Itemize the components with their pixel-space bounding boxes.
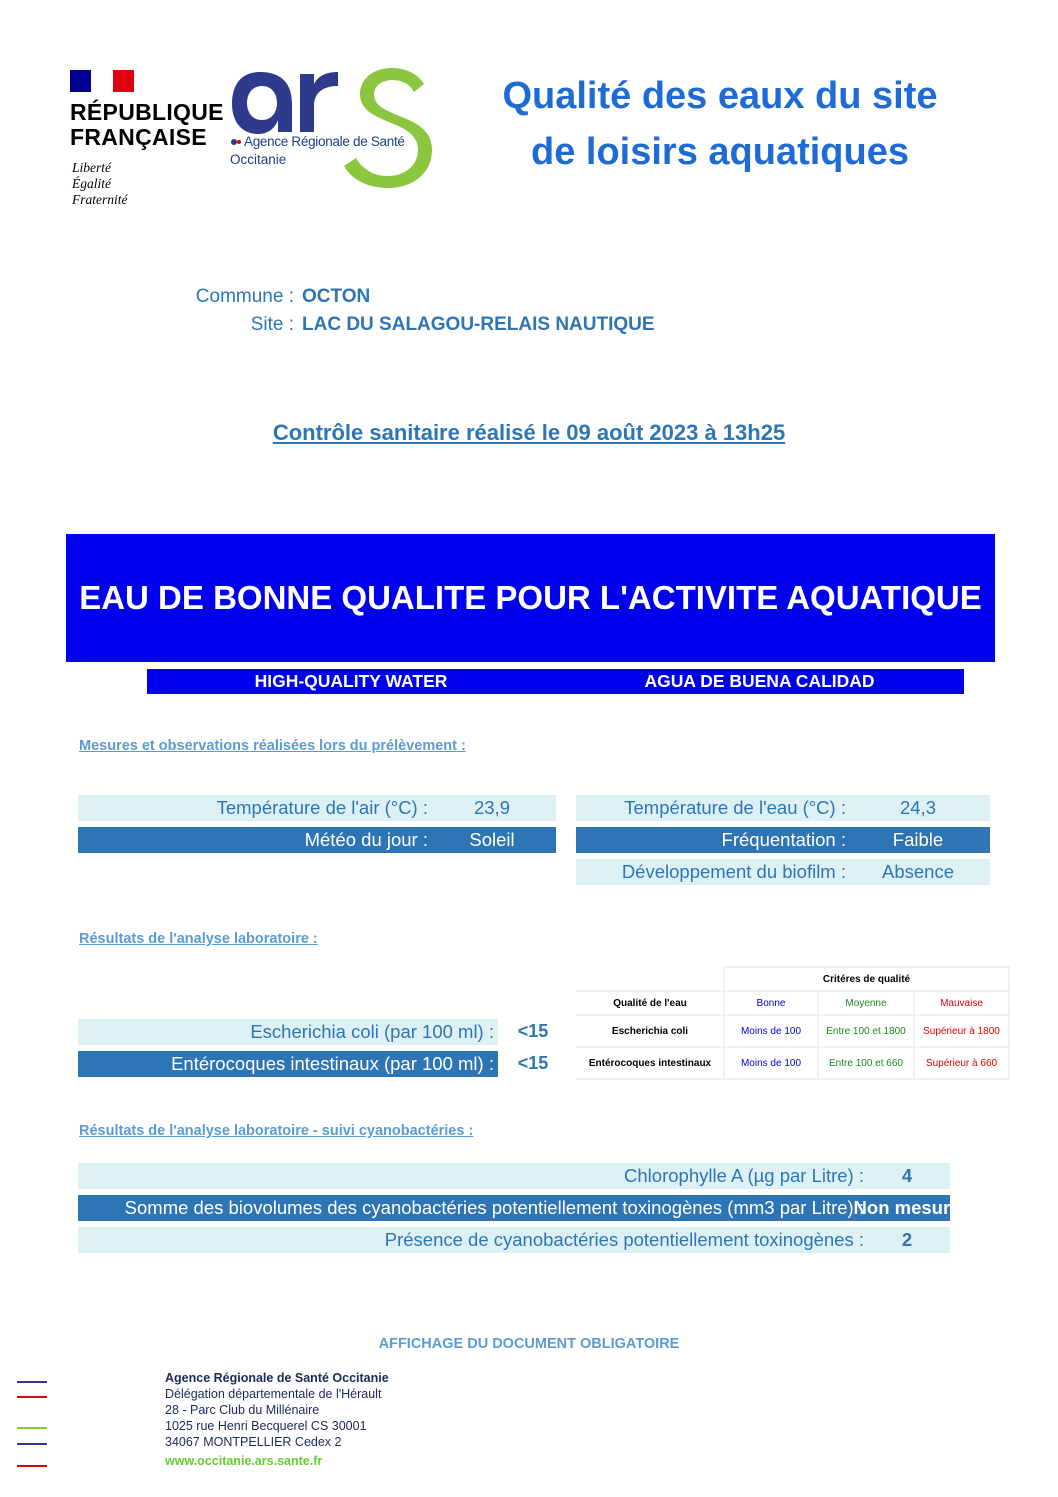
- commune-value: OCTON: [302, 286, 371, 307]
- enterococci-label: Entérocoques intestinaux (par 100 ml) :: [171, 1053, 494, 1074]
- criteria-ecoli-good: Moins de 100: [740, 1025, 802, 1037]
- cyano-presence-row: [78, 1227, 950, 1253]
- biovolume-row: [78, 1195, 961, 1221]
- criteria-enterococci-average: Entre 100 et 660: [829, 1057, 903, 1069]
- criteria-col-average: Moyenne: [845, 997, 887, 1009]
- verdict-spanish: AGUA DE BUENA CALIDAD: [644, 671, 875, 691]
- mandatory-display-notice: AFFICHAGE DU DOCUMENT OBLIGATOIRE: [378, 1336, 680, 1352]
- rf-motto-line1: Liberté: [72, 160, 111, 175]
- attendance-value: Faible: [892, 829, 944, 850]
- site-value: LAC DU SALAGOU-RELAIS NAUTIQUE: [302, 314, 655, 335]
- enterococci-row: [78, 1051, 498, 1077]
- criteria-col-good: Bonne: [756, 997, 786, 1009]
- water-temperature-label: Température de l'eau (°C) :: [624, 797, 846, 818]
- weather-label: Météo du jour :: [304, 829, 428, 850]
- cyano-presence-label: Présence de cyanobactéries potentiellement toxinogènes :: [384, 1229, 864, 1250]
- site-label: Site :: [250, 314, 294, 335]
- criteria-title: Critéres de qualité: [822, 973, 911, 985]
- attendance-row: [576, 827, 990, 853]
- water-temperature-value: 24,3: [899, 797, 936, 818]
- biofilm-value: Absence: [882, 861, 954, 882]
- air-temperature-row: [78, 795, 556, 821]
- ars-dots-icon: [231, 137, 241, 147]
- lab-heading: Résultats de l'analyse laboratoire :: [79, 931, 318, 947]
- footer-dash-icon: [17, 1427, 47, 1429]
- weather-row: [78, 827, 556, 853]
- criteria-enterococci-name: Entérocoques intestinaux: [588, 1057, 712, 1069]
- footer-dash-icon: [17, 1396, 47, 1398]
- ecoli-label: Escherichia coli (par 100 ml) :: [250, 1021, 494, 1042]
- footer-line1: Délégation départementale de l'Hérault: [165, 1387, 382, 1401]
- criteria-col-poor: Mauvaise: [940, 997, 983, 1009]
- document-title-line2: de loisirs aquatiques: [531, 131, 909, 173]
- chlorophyll-row: [78, 1163, 950, 1189]
- footer-website-link[interactable]: www.occitanie.ars.sante.fr: [165, 1454, 323, 1468]
- biovolume-label: Somme des biovolumes des cyanobactéries potentiellement toxinogènes (mm3 par Litre) :: [124, 1197, 864, 1218]
- rf-motto-line3: Fraternité: [72, 192, 128, 207]
- chlorophyll-label: Chlorophylle A (µg par Litre) :: [624, 1165, 864, 1186]
- ars-region: Occitanie: [230, 152, 287, 167]
- document-title: [470, 68, 970, 180]
- criteria-enterococci-good: Moins de 100: [740, 1057, 802, 1069]
- footer-dash-icon: [17, 1443, 47, 1445]
- cyano-presence-value: 2: [901, 1229, 913, 1250]
- footer-org: Agence Régionale de Santé Occitanie: [165, 1371, 389, 1385]
- criteria-row-header: Qualité de l'eau: [613, 997, 687, 1009]
- republique-francaise-logo: [70, 100, 224, 150]
- verdict-english: HIGH-QUALITY WATER: [254, 671, 448, 691]
- criteria-ecoli-poor: Supérieur à 1800: [923, 1025, 1000, 1037]
- biovolume-value: Non mesuré: [853, 1197, 961, 1218]
- enterococci-value: <15: [517, 1053, 549, 1073]
- ecoli-row: [78, 1019, 498, 1045]
- footer-dash-icon: [17, 1465, 47, 1467]
- verdict-translations: [147, 669, 964, 694]
- document-title-line1: Qualité des eaux du site: [502, 75, 938, 117]
- water-temperature-row: [576, 795, 990, 821]
- quality-verdict-banner: EAU DE BONNE QUALITE POUR L'ACTIVITE AQUATIQUE: [66, 534, 995, 662]
- cyano-heading: Résultats de l'analyse laboratoire - suivi cyanobactéries :: [79, 1123, 474, 1139]
- air-temperature-label: Température de l'air (°C) :: [216, 797, 428, 818]
- footer-line2: 28 - Parc Club du Millénaire: [165, 1403, 320, 1417]
- criteria-ecoli-name: Escherichia coli: [611, 1025, 689, 1037]
- quality-criteria-table: [576, 967, 1010, 1080]
- footer-line3: 1025 rue Henri Becquerel CS 30001: [165, 1419, 367, 1433]
- ars-subtitle: Agence Régionale de Santé: [244, 134, 405, 149]
- rf-title-line1: RÉPUBLIQUE: [70, 99, 224, 125]
- rf-motto: [72, 160, 128, 208]
- footer-dash-icon: [17, 1411, 47, 1413]
- measures-heading: Mesures et observations réalisées lors du prélèvement :: [79, 738, 466, 754]
- biofilm-label: Développement du biofilm :: [621, 861, 846, 882]
- control-date-text: Contrôle sanitaire réalisé le 09 août 2023 à 13h25: [272, 420, 786, 445]
- air-temperature-value: 23,9: [473, 797, 510, 818]
- marianne-flag-icon: [70, 70, 134, 92]
- ars-logo: [228, 66, 433, 190]
- commune-label: Commune :: [195, 286, 294, 307]
- weather-value: Soleil: [469, 829, 515, 850]
- rf-motto-line2: Égalité: [72, 176, 111, 191]
- footer-dash-icon: [17, 1381, 47, 1383]
- footer-address: [165, 1370, 389, 1469]
- ecoli-value: <15: [517, 1021, 549, 1041]
- attendance-label: Fréquentation :: [721, 829, 846, 850]
- biovolume-value-clip: [853, 1197, 961, 1219]
- control-date: [0, 420, 1058, 446]
- biofilm-row: [576, 859, 990, 885]
- rf-title-line2: FRANÇAISE: [70, 124, 207, 150]
- criteria-ecoli-average: Entre 100 et 1800: [826, 1025, 906, 1037]
- footer-line4: 34067 MONTPELLIER Cedex 2: [165, 1435, 342, 1449]
- criteria-enterococci-poor: Supérieur à 660: [925, 1057, 998, 1069]
- chlorophyll-value: 4: [901, 1165, 913, 1186]
